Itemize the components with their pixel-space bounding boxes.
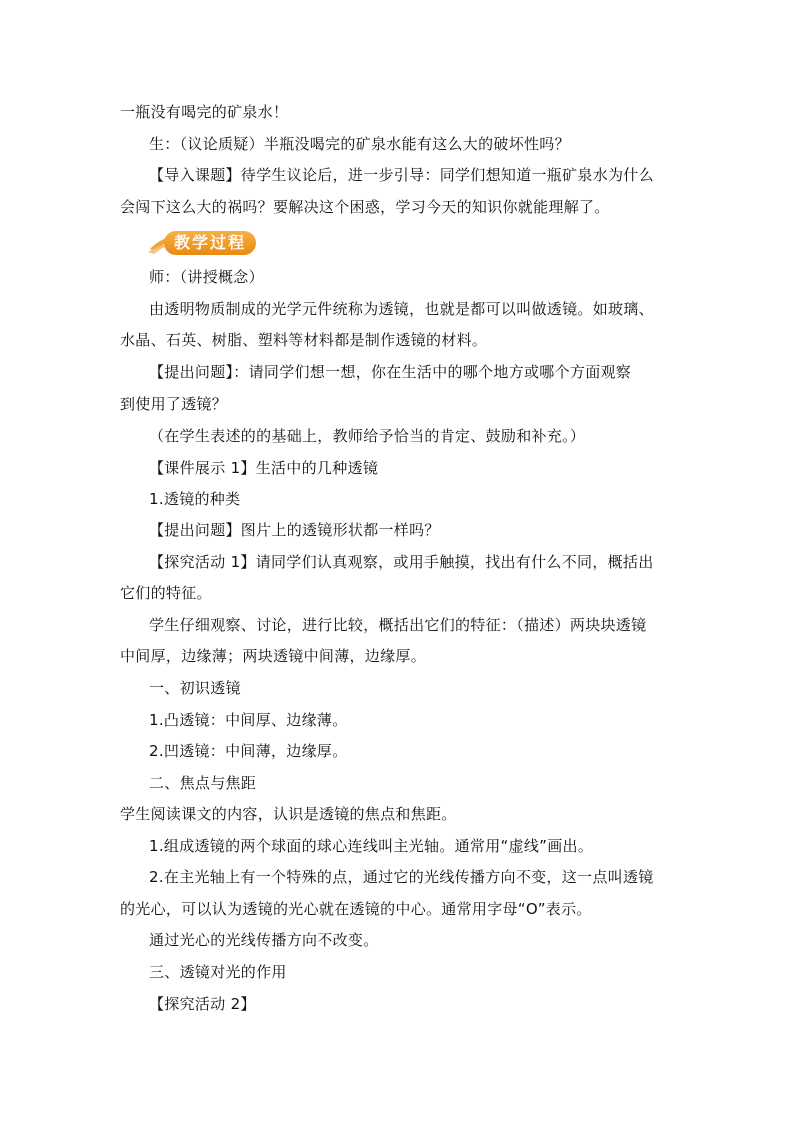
- text-line-center-ray: 通过光心的光线传播方向不改变。: [149, 931, 379, 949]
- heading-focus: 二、焦点与焦距: [149, 774, 257, 792]
- text-line-convex: 1.凸透镜：中间厚、边缘薄。: [149, 711, 348, 729]
- text-line-question-1: 【提出问题】：请同学们想一想，你在生活中的哪个地方或哪个方面观察: [149, 363, 632, 381]
- text-line-slide-1: 【课件展示 1】生活中的几种透镜: [149, 459, 379, 477]
- text-line-intro-topic: 【导入课题】待学生议论后，进一步引导：同学们想知道一瓶矿泉水为什么: [149, 166, 654, 184]
- text-line-concave: 2.凹透镜：中间薄，边缘厚。: [149, 742, 348, 760]
- text-line-reading: 学生阅读课文的内容，认识是透镜的焦点和焦距。: [120, 805, 457, 823]
- text-line-question-1-cont: 到使用了透镜？: [120, 395, 228, 413]
- text-line-principal-axis: 1.组成透镜的两个球面的球心连线叫主光轴。通常用“虚线”画出。: [149, 837, 594, 855]
- section-banner-teaching-process: [148, 230, 268, 256]
- text-line-student-observe-cont: 中间厚，边缘薄；两块透镜中间薄，边缘厚。: [120, 647, 427, 665]
- text-line-continuation: 一瓶没有喝完的矿泉水！: [120, 103, 289, 121]
- text-line-activity-2: 【探究活动 2】: [149, 995, 256, 1013]
- heading-intro-lens: 一、初识透镜: [149, 679, 241, 697]
- text-line-optical-center: 2.在主光轴上有一个特殊的点，通过它的光线传播方向不变，这一点叫透镜: [149, 868, 654, 886]
- text-line-definition-cont: 水晶、石英、树脂、塑料等材料都是制作透镜的材料。: [120, 331, 488, 349]
- text-line-definition: 由透明物质制成的光学元件统称为透镜，也就是都可以叫做透镜。如玻璃、: [149, 300, 654, 318]
- text-line-intro-topic-cont: 会闯下这么大的祸吗？要解决这个困惑，学习今天的知识你就能理解了。: [120, 198, 610, 216]
- text-line-activity-1-cont: 它们的特征。: [120, 584, 212, 602]
- text-line-question-2: 【提出问题】图片上的透镜形状都一样吗？: [149, 521, 440, 539]
- text-line-teacher: 师：（讲授概念）: [149, 268, 264, 286]
- text-line-activity-1: 【探究活动 1】请同学们认真观察，或用手触摸，找出有什么不同，概括出: [149, 553, 654, 571]
- heading-lens-effect: 三、透镜对光的作用: [149, 963, 287, 981]
- text-line-lens-types: 1.透镜的种类: [149, 490, 241, 508]
- section-banner-label: 教学过程: [164, 231, 256, 255]
- text-line-optical-center-cont: 的光心，可以认为透镜的光心就在透镜的中心。通常用字母“O”表示。: [120, 900, 592, 918]
- text-line-student-question: 生：（议论质疑）半瓶没喝完的矿泉水能有这么大的破坏性吗？: [149, 135, 570, 153]
- text-line-student-observe: 学生仔细观察、讨论，进行比较，概括出它们的特征：（描述）两块块透镜: [149, 616, 647, 634]
- text-line-teacher-note: （在学生表述的的基础上，教师给予恰当的肯定、鼓励和补充。）: [149, 427, 586, 445]
